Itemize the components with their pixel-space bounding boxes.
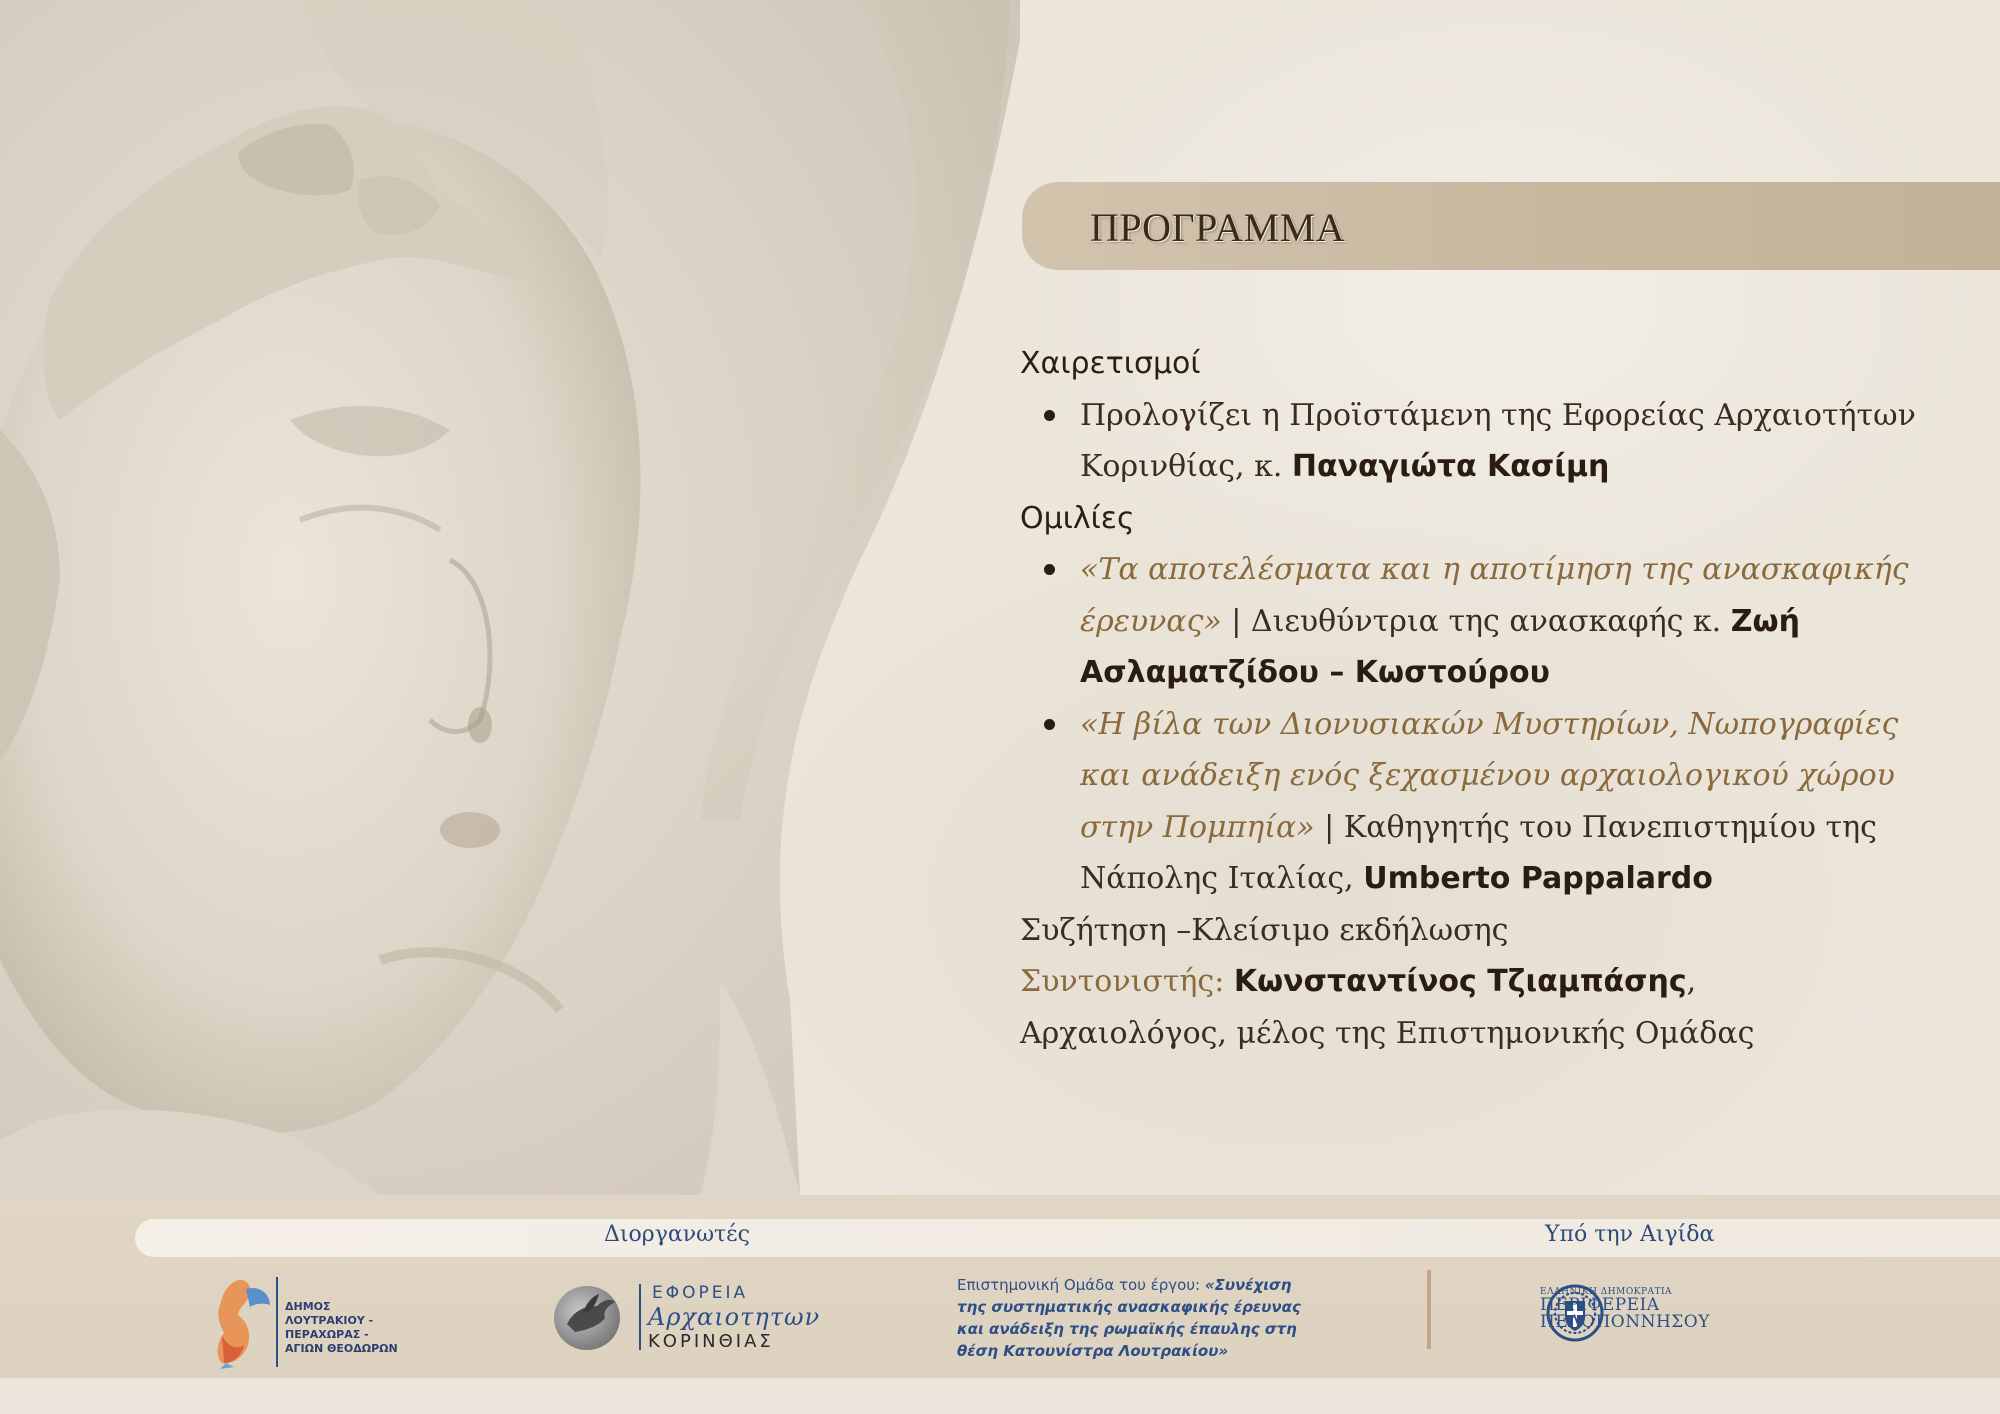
- scientific-team-text: [957, 1274, 1307, 1362]
- dimos-loutrakiou-logo-icon: [200, 1275, 280, 1370]
- coordinator-label: Συντονιστής:: [1020, 964, 1234, 999]
- program-content: [1020, 338, 1920, 1059]
- bullet-icon: [1044, 719, 1055, 730]
- bullet-icon: [1044, 564, 1055, 575]
- bullet-icon: [1044, 410, 1055, 421]
- greetings-speaker: Παναγιώτα Κασίμη: [1291, 449, 1610, 484]
- talk-1-role: | Διευθύντρια της ανασκαφής κ.: [1221, 603, 1731, 639]
- discussion-line: Συζήτηση –Κλείσιμο εκδήλωσης: [1020, 912, 1509, 948]
- footer-divider: [1427, 1270, 1431, 1349]
- talks-heading: Ομιλίες: [1020, 500, 1135, 536]
- greetings-item: [1020, 390, 1920, 493]
- coordinator-line: [1020, 956, 1920, 1008]
- talk-1-speaker: Ζωή Ασλαματζίδου – Κωστούρου: [1080, 603, 1800, 690]
- dimos-line-3: ΠΕΡΑΧΩΡΑΣ -: [285, 1328, 369, 1341]
- greetings-heading: Χαιρετισμοί: [1020, 346, 1201, 381]
- talk-2-title: «Η βίλα των Διονυσιακών Μυστηρίων, Νωπογραφίες και ανάδειξη ενός ξεχασμένου αρχαιολογικού χώρου στην Πομπηία»: [1080, 706, 1899, 845]
- coordinator-role: Αρχαιολόγος, μέλος της Επιστημονικής Ομάδας: [1020, 1015, 1755, 1051]
- title-banner: [1022, 182, 2000, 270]
- ephoreia-line-2: Αρχαιοτητων: [648, 1303, 821, 1331]
- talk-1-title: «Τα αποτελέσματα και η αποτίμηση της ανασκαφικής έρευνας»: [1080, 552, 1909, 639]
- bottom-margin: [0, 1378, 2000, 1414]
- dimos-line-4: ΑΓΙΩΝ ΘΕΟΔΩΡΩΝ: [285, 1342, 398, 1355]
- team-intro: Επιστημονική Ομάδα του έργου:: [957, 1276, 1205, 1294]
- marble-head-sculpture-image: [0, 0, 1020, 1195]
- dimos-logo-text: [285, 1300, 398, 1356]
- ephoreia-line-1: ΕΦΟΡΕΙΑ: [652, 1283, 749, 1303]
- ephoreia-coin-logo-icon: [553, 1282, 643, 1354]
- region-line-2: ΠΕΡΙΦΕΡΕΙΑ: [1540, 1295, 1660, 1315]
- dimos-line-2: ΛΟΥΤΡΑΚΙΟΥ -: [285, 1314, 374, 1327]
- greetings-text: Προλογίζει η Προϊστάμενη της Εφορείας Αρχαιοτήτων Κορινθίας, κ.: [1080, 397, 1916, 484]
- page-title: ΠΡΟΓΡΑΜΜΑ: [1090, 205, 1346, 250]
- ephoreia-logo-text: [648, 1283, 820, 1352]
- coordinator-name: Κωνσταντίνος Τζιαμπάσης: [1233, 964, 1687, 999]
- team-project: «Συνέχιση της συστηματικής ανασκαφικής έρευνας και ανάδειξη της ρωμαϊκής έπαυλης στη θέση Κατουνίστρα Λουτρακίου»: [957, 1276, 1301, 1360]
- talk-2-role: | Καθηγητής του Πανεπιστημίου της Νάπολης Ιταλίας,: [1080, 809, 1877, 896]
- organizers-label: Διοργανωτές: [604, 1222, 750, 1247]
- ephoreia-line-3: ΚΟΡΙΝΘΙΑΣ: [648, 1331, 774, 1352]
- footer-label-strip: [135, 1219, 2000, 1257]
- aegis-label: Υπό την Αιγίδα: [1545, 1222, 1715, 1247]
- coordinator-comma: ,: [1686, 964, 1697, 999]
- talk-2-speaker: Umberto Pappalardo: [1363, 861, 1713, 896]
- region-line-1: ΕΛΛΗΝΙΚΗ ΔΗΜΟΚΡΑΤΙΑ: [1540, 1287, 1673, 1297]
- region-line-3: ΠΕΛΟΠΟΝΝΗΣΟΥ: [1540, 1312, 1710, 1332]
- talk-item-2: [1020, 699, 1920, 905]
- peloponnisos-logo-text: [1540, 1287, 1710, 1331]
- dimos-line-1: ΔΗΜΟΣ: [285, 1300, 331, 1313]
- talk-item-1: [1020, 544, 1920, 699]
